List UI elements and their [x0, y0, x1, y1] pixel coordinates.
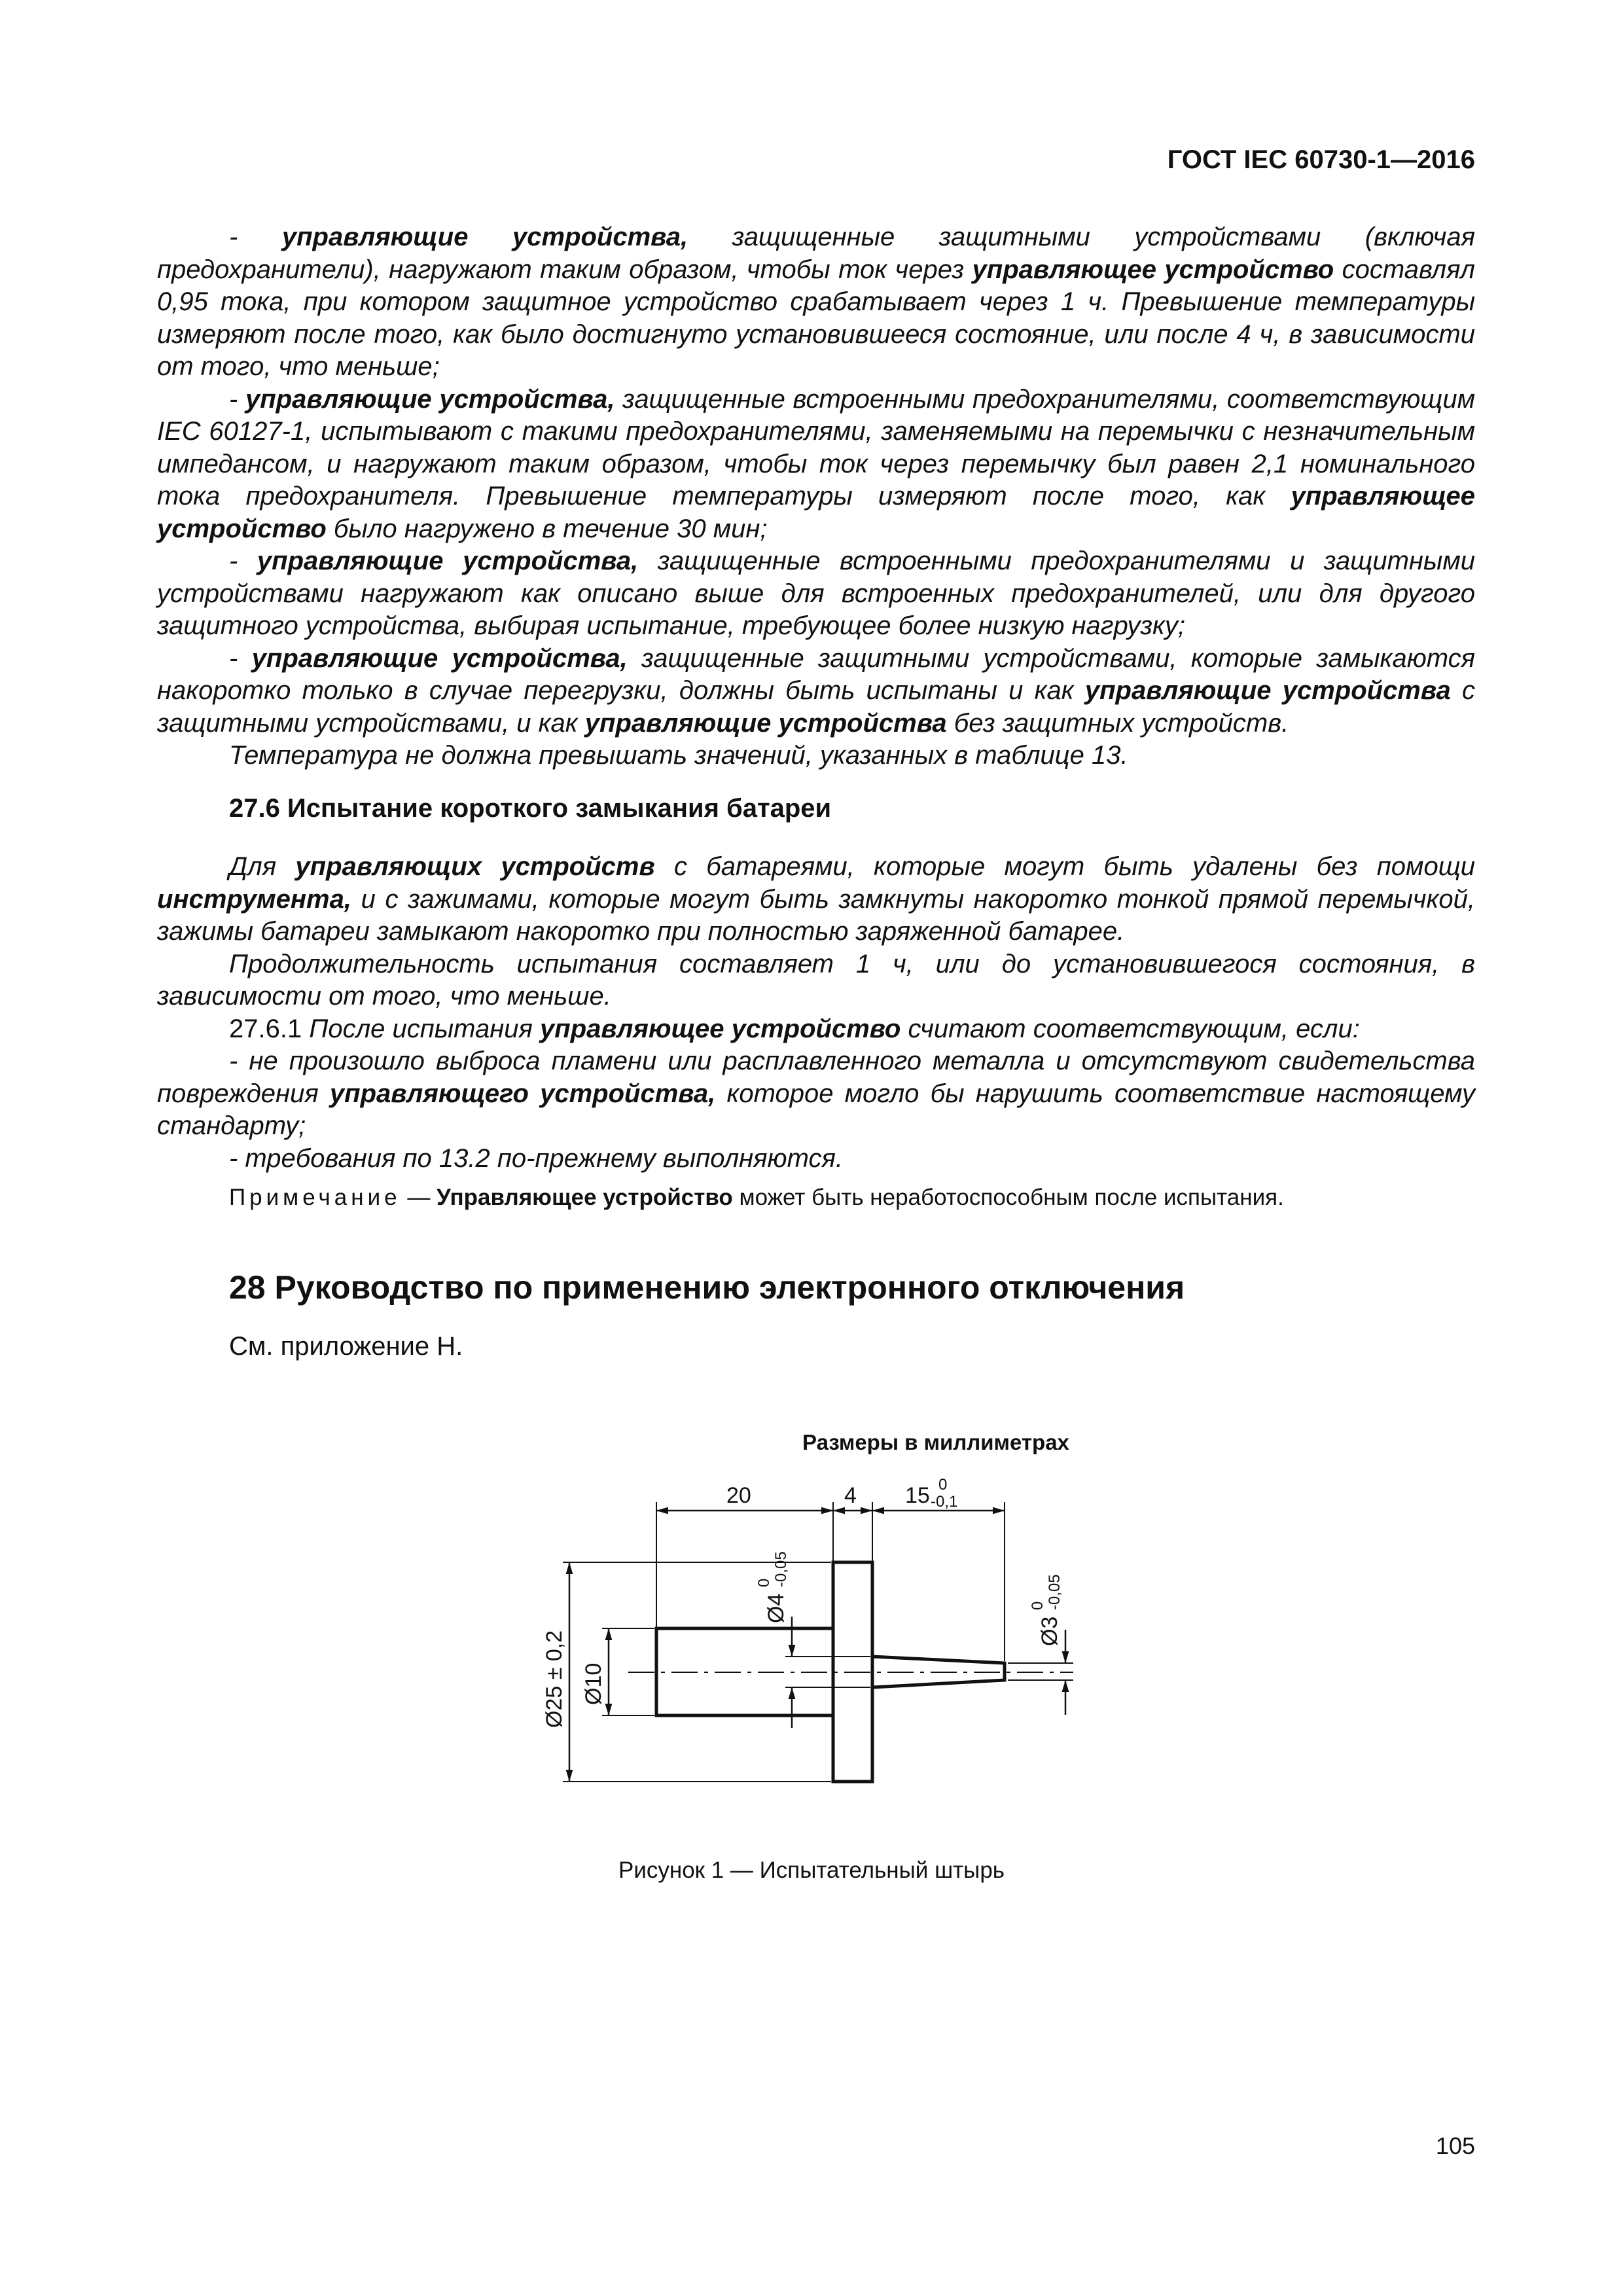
dim-d4-upper: 0 — [755, 1578, 773, 1587]
dim-4-label: 4 — [844, 1483, 857, 1508]
paragraph: - управляющие устройства, защищенные защитными устройствами, которые замыкаются накоротко только в случае перегрузки, должны быть испытаны и как управляющие устройства с защитными устройствами, и как управляющие устройства без защитных устройств. — [157, 643, 1476, 738]
paragraph: - управляющие устройства, защищенные встроенными предохранителями и защитными устройствами нагружают как описано выше для встроенных предохранителей, или для другого защитного устройства, выбирая испытание, требующее более низкую нагрузку; — [157, 547, 1476, 640]
section-28-text: См. приложение Н. — [229, 1332, 463, 1361]
paragraph: Продолжительность испытания составляет 1 ч, или до установившегося состояния, в зависимости от того, что меньше. — [157, 949, 1475, 1011]
dim-15-label: 15 — [905, 1483, 930, 1508]
section-title-27-6: 27.6 Испытание короткого замыкания батареи — [229, 794, 832, 823]
paragraph: - требования по 13.2 по-прежнему выполняются. — [229, 1143, 843, 1173]
paragraph: Для управляющих устройств с батареями, которые могут быть удалены без помощи инструмента, и с зажимами, которые могут быть замкнуты накоротко тонкой прямой перемычкой, зажимы батареи замыкают накоротко при полностью заряженной батарее. — [157, 852, 1475, 946]
dim-d25-label: Ø25 ± 0,2 — [542, 1630, 567, 1728]
document-header: ГОСТ IEC 60730-1—2016 — [1167, 145, 1475, 174]
paragraph: 27.6.1 После испытания управляющее устройство считают соответствующим, если: — [229, 1014, 1360, 1043]
figure-caption: Рисунок 1 — Испытательный штырь — [618, 1857, 1005, 1883]
dim-d4-lower: -0,05 — [772, 1551, 790, 1587]
dim-d3-upper: 0 — [1029, 1601, 1046, 1610]
page-number: 105 — [1435, 2132, 1475, 2159]
note: Примечание — Управляющее устройство может быть неработоспособным после испытания. — [229, 1185, 1284, 1210]
note-label: Примечание — [229, 1185, 401, 1210]
paragraph: Температура не должна превышать значений, указанных в таблице 13. — [229, 741, 1128, 770]
paragraph: - не произошло выброса пламени или расплавленного металла и отсутствуют свидетельства повреждения управляющего устройства, которое могло бы нарушить соответствие настоящему стандарту; — [157, 1047, 1475, 1140]
dim-20-label: 20 — [726, 1483, 751, 1508]
section-title-28: 28 Руководство по применению электронного отключения — [229, 1269, 1185, 1306]
paragraph: - управляющие устройства, защищенные встроенными предохранителями, соответствующим IEC 60127-1, испытывают с такими предохранителями, заменяемыми на перемычки с незначительным импедансом, и нагружают таким образом, чтобы ток через перемычку был равен 2,1 номинального тока предохранителя. Превышение температуры измеряют после того, как управляющее устройство было нагружено в течение 30 мин; — [157, 384, 1476, 543]
dim-d3-label: Ø3 — [1037, 1616, 1062, 1646]
dim-d4-label: Ø4 — [764, 1593, 789, 1623]
figure-units-label: Размеры в миллиметрах — [802, 1430, 1069, 1454]
paragraph: - управляющие устройства, защищенные защитными устройствами (включая предохранители), нагружают таким образом, чтобы ток через управляющее устройство составлял 0,95 тока, при котором защитное устройство срабатывает через 1 ч. Превышение температуры измеряют после того, как было достигнуто установившееся состояние, или после 4 ч, в зависимости от того, что меньше; — [157, 223, 1476, 381]
dim-15-lower: -0,1 — [931, 1493, 958, 1511]
dim-15-upper: 0 — [938, 1476, 948, 1494]
dim-d3-lower: -0,05 — [1046, 1574, 1063, 1610]
dim-d10-label: Ø10 — [581, 1662, 606, 1705]
